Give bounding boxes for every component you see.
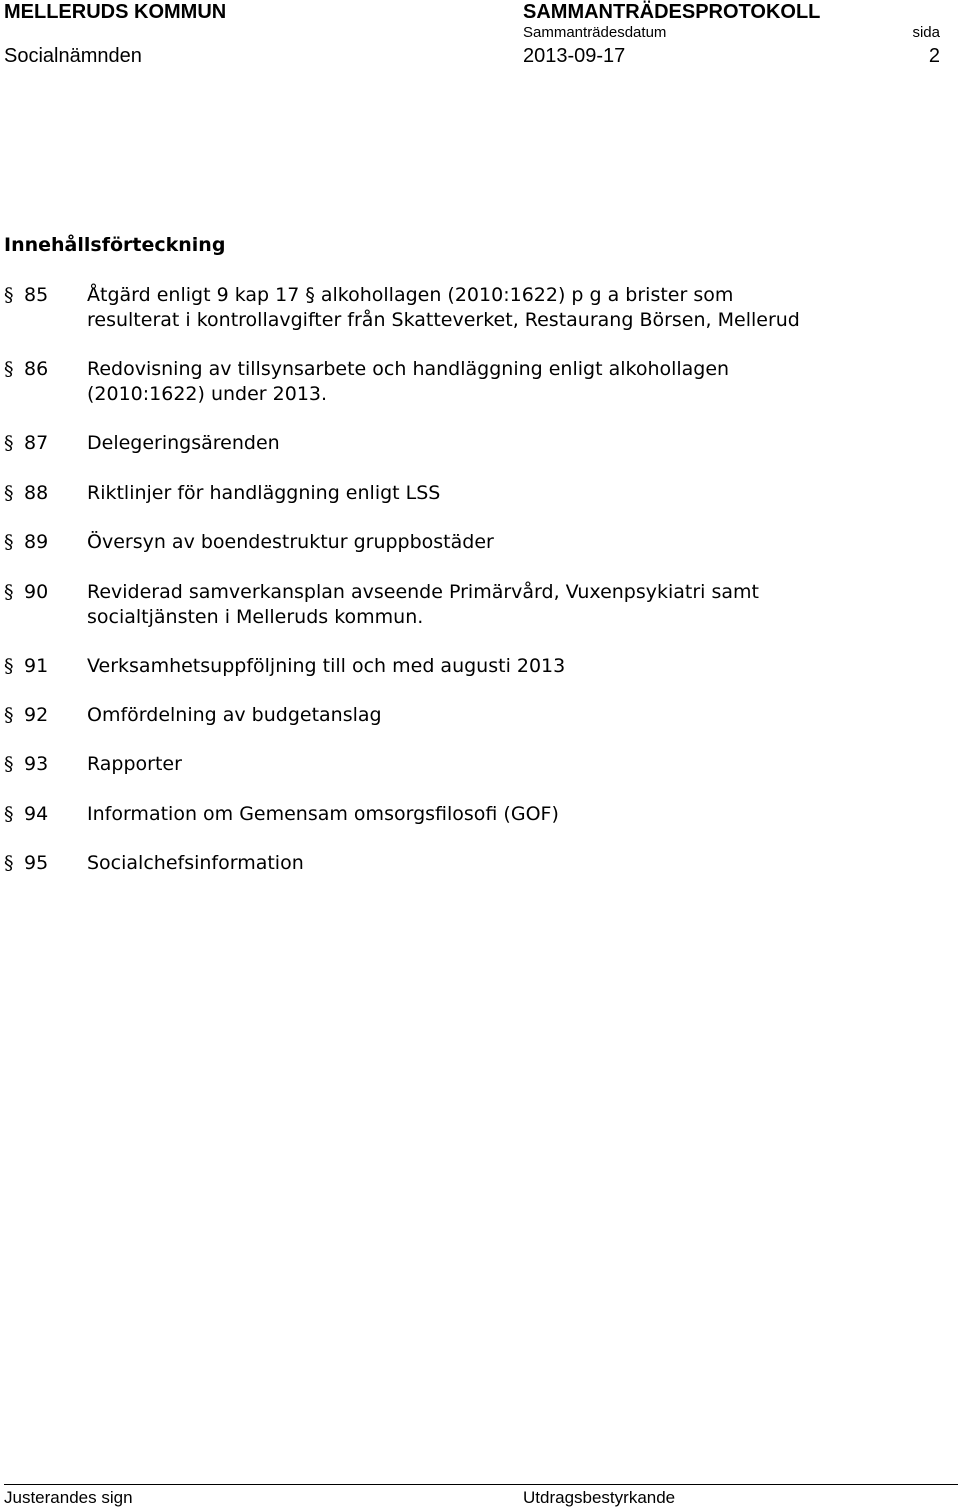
toc-item-number: 90	[24, 581, 49, 603]
page-number: 2	[928, 45, 940, 67]
footer-signature-label: Justerandes sign	[4, 1488, 133, 1507]
toc-item-text: Åtgärd enligt 9 kap 17 § alkohollagen (2010:1622) p g a brister som resulterat i kontrollavgifter från Skatteverket, Restaurang Börsen, Mellerud	[87, 284, 800, 331]
paragraph-icon: §	[4, 803, 14, 825]
toc-item-number: 85	[24, 284, 49, 306]
paragraph-icon: §	[4, 581, 14, 603]
toc-item-text: Information om Gemensam omsorgsfilosofi (GOF)	[87, 803, 559, 825]
toc-item-number: 86	[24, 358, 49, 380]
toc-item-text: Översyn av boendestruktur gruppbostäder	[87, 531, 494, 553]
paragraph-icon: §	[4, 704, 14, 726]
toc-item-text: Socialchefsinformation	[87, 852, 304, 874]
paragraph-icon: §	[4, 852, 14, 874]
paragraph-icon: §	[4, 284, 14, 306]
toc-item-text: Delegeringsärenden	[87, 432, 280, 454]
footer-certification-label: Utdragsbestyrkande	[523, 1488, 676, 1507]
toc-heading: Innehållsförteckning	[4, 234, 226, 256]
toc-item-text: Redovisning av tillsynsarbete och handläggning enligt alkohollagen (2010:1622) under 2013.	[87, 358, 730, 405]
toc-item-text: Reviderad samverkansplan avseende Primärvård, Vuxenpsykiatri samt socialtjänsten i Melleruds kommun.	[87, 581, 760, 628]
toc-item-number: 92	[24, 704, 49, 726]
paragraph-icon: §	[4, 655, 14, 677]
committee-name: Socialnämnden	[4, 45, 142, 67]
toc-item-number: 95	[24, 852, 49, 874]
paragraph-icon: §	[4, 358, 14, 380]
toc-item-text: Rapporter	[87, 753, 182, 775]
municipality-name: MELLERUDS KOMMUN	[4, 1, 227, 23]
toc-item-text: Riktlinjer för handläggning enligt LSS	[87, 482, 441, 504]
meeting-date-label: Sammanträdesdatum	[523, 24, 667, 41]
paragraph-icon: §	[4, 482, 14, 504]
document-type: SAMMANTRÄDESPROTOKOLL	[523, 1, 821, 23]
toc-item-text: Omfördelning av budgetanslag	[87, 704, 382, 726]
toc-item-number: 91	[24, 655, 49, 677]
toc-item-number: 88	[24, 482, 49, 504]
toc-item-text: Verksamhetsuppföljning till och med augusti 2013	[87, 655, 566, 677]
page-label: sida	[912, 24, 940, 41]
footer-divider	[4, 1484, 958, 1485]
paragraph-icon: §	[4, 753, 14, 775]
toc-item-number: 89	[24, 531, 49, 553]
toc-item-number: 94	[24, 803, 49, 825]
paragraph-icon: §	[4, 531, 14, 553]
toc-item-number: 93	[24, 753, 49, 775]
meeting-date: 2013-09-17	[523, 45, 626, 67]
toc-item-number: 87	[24, 432, 49, 454]
paragraph-icon: §	[4, 432, 14, 454]
